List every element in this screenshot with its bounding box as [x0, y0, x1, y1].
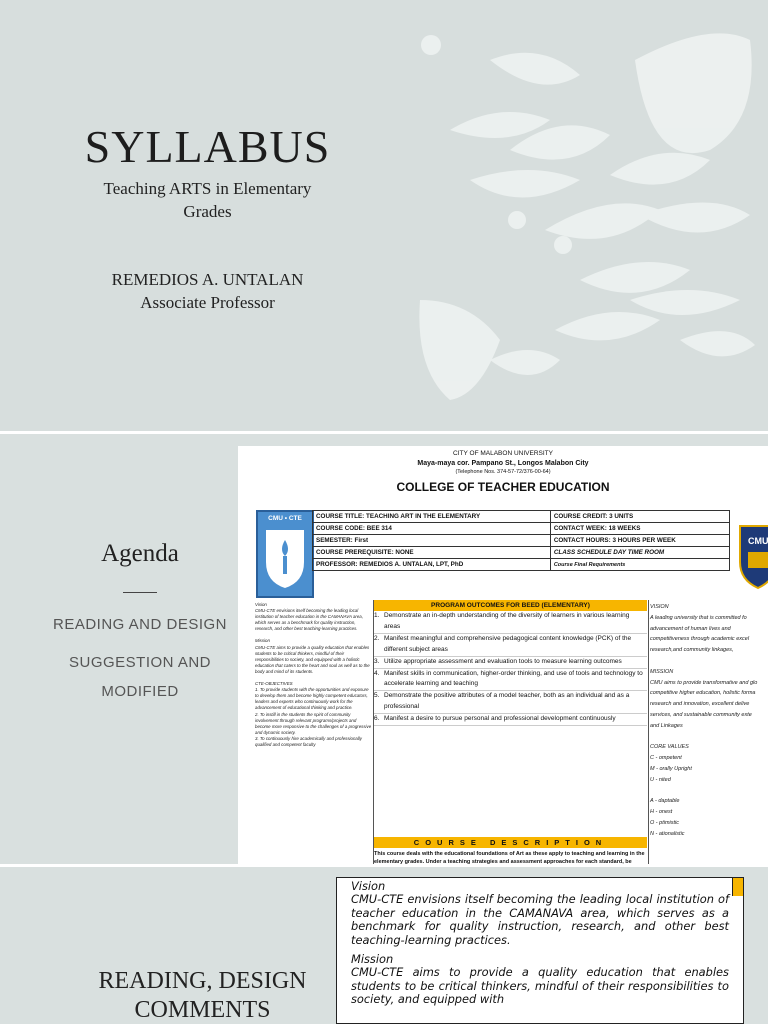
right-line: A - daptable — [650, 798, 680, 805]
objective-item: 3. To continuously hire academically and professionally qualified and competent faculty — [255, 735, 362, 747]
professor: PROFESSOR: REMEDIOS A. UNTALAN, LPT, PhD — [313, 559, 551, 571]
slide-subtitle: Teaching ARTS in Elementary Grades — [103, 179, 312, 221]
slide-title: SYLLABUS — [84, 121, 331, 172]
leaf-shape — [470, 170, 580, 198]
mission-label: Mission — [255, 638, 270, 644]
leaves-decoration — [410, 0, 768, 431]
right-line: A leading university that is committed fo — [650, 614, 747, 621]
agenda-slide[interactable] — [0, 434, 768, 864]
author-block — [60, 268, 355, 314]
leaf-shape — [545, 203, 660, 239]
outcome-text: Demonstrate the positive attributes of a model teacher, both as an individual and as a professional — [384, 692, 630, 711]
course-credit: COURSE CREDIT: 3 UNITS — [550, 511, 729, 523]
right-line: VISION — [650, 604, 669, 610]
agenda-item: SUGGESTION AND — [68, 654, 212, 671]
agenda-title: Agenda — [101, 540, 179, 567]
author-role: Associate Professor — [140, 293, 275, 312]
right-column-text — [650, 602, 768, 840]
course-requirements: Course Final Requirements — [550, 559, 729, 571]
outcome-text: Manifest meaningful and comprehensive pedagogical content knowledge (PCK) of the different subject areas — [384, 634, 632, 653]
vision-text: CMU-CTE envisions itself becoming the leading local institution of teacher education in the CAMANAVA area, which serves as a benchmark for quality instruction, research, and other best teaching-learning practices. — [351, 892, 729, 947]
university-seal-icon — [738, 522, 768, 590]
leaf-shape — [490, 350, 560, 375]
right-line: H - onest — [650, 809, 673, 816]
yellow-marker — [732, 878, 743, 896]
mission-text: CMU-CTE aims to provide a quality education that enables students to be critical thinkers, mindful of their responsibilities to society, and equipped with — [351, 965, 729, 1007]
right-line: competitive higher education, holistic forma — [650, 690, 756, 697]
outcomes-header: PROGRAM OUTCOMES FOR BEED (ELEMENTARY) — [374, 600, 647, 611]
program-outcomes — [374, 600, 647, 726]
right-line: N - ationalistic — [650, 830, 685, 837]
right-line: advancement of human lives and — [650, 625, 731, 632]
title-slide[interactable] — [0, 0, 768, 431]
leaf-shape — [419, 300, 500, 400]
cte-logo — [256, 510, 314, 598]
mission-text: CMU-CTE aims to provide a quality education that enables students to be critical thinkers, mindful of their responsibilities to society, and equipped with a holistic education that caters to the heart and soul as well as to the body and mind of its students. — [255, 644, 370, 674]
right-line: O - ptimistic — [650, 819, 680, 826]
agenda-item: MODIFIED — [101, 683, 179, 700]
right-line: research and innovation, excellent delive — [650, 701, 750, 708]
course-description-text: This course deals with the educational foundations of Art as these apply to teaching and learning in the elementary grades. Under a teaching strategies and assessment approaches for each standard, be — [374, 851, 645, 864]
objective-item: 2. To instill in the students the spirit of community involvement through relevant programs/projects and become more responsive to the challenges of a progressive and dynamic society. — [255, 711, 372, 735]
vision-text: CMU-CTE envisions itself becoming the leading local institution of teacher education in the CAMANAVA area, which serves as a benchmark for quality instruction, research, and other best teaching-learning practices. — [255, 608, 363, 632]
contact-week: CONTACT WEEK: 18 WEEKS — [550, 523, 729, 535]
leaf-shape — [640, 203, 750, 233]
leaf-shape — [630, 290, 740, 315]
outcome-item: 3. Utilize appropriate assessment and evaluation tools to measure learning outcomes — [374, 657, 647, 669]
leaf-shape — [635, 33, 752, 153]
vision-label: Vision — [255, 602, 267, 607]
agenda-divider — [123, 592, 157, 593]
objectives-label: CTE-OBJECTIVES — [255, 681, 293, 687]
decor-dot — [421, 35, 441, 55]
leaf-shape — [610, 153, 710, 185]
vision-mission-excerpt — [336, 877, 744, 1024]
right-line: and Linkages — [650, 722, 683, 729]
author-name: REMEDIOS A. UNTALAN — [111, 270, 304, 289]
outcome-text: Demonstrate an in-depth understanding of the diversity of learners in various learning areas — [384, 612, 630, 630]
agenda-item: READING AND DESIGN — [52, 616, 228, 633]
university-telephone: (Telephone Nos. 374-57-72/376-00-64) — [455, 469, 551, 475]
college-name: COLLEGE OF TEACHER EDUCATION — [396, 480, 610, 494]
outcome-text: Manifest a desire to pursue personal and professional development continuously — [384, 715, 616, 723]
right-line: M - orally Upright — [650, 765, 692, 772]
course-info-table — [312, 510, 730, 571]
reading-design-slide[interactable] — [0, 867, 768, 1024]
class-schedule: CLASS SCHEDULE DAY TIME ROOM — [550, 547, 729, 559]
semester: SEMESTER: First — [313, 535, 551, 547]
course-code: COURSE CODE: BEE 314 — [313, 523, 551, 535]
right-line: CMU aims to provide transformative and glo — [650, 679, 758, 686]
right-line: MISSION — [650, 668, 674, 675]
column-divider — [648, 600, 649, 864]
torch-icon — [258, 522, 312, 592]
leaf-shape — [555, 312, 660, 340]
university-name: CITY OF MALABON UNIVERSITY — [453, 450, 553, 457]
right-line: C - ompetent — [650, 755, 682, 762]
right-line: services, and sustainable community exte — [650, 711, 752, 718]
contact-hours: CONTACT HOURS: 3 HOURS PER WEEK — [550, 535, 729, 547]
course-title: COURSE TITLE: TEACHING ART IN THE ELEMENTARY — [313, 511, 551, 523]
course-description-header: COURSE DESCRIPTION — [374, 837, 647, 848]
right-line: U - nited — [650, 776, 671, 783]
cte-logo-text: CMU • CTE — [268, 515, 302, 522]
outcome-item: 4. Manifest skills in communication, higher-order thinking, and use of tools and technology to accelerate learning and teaching — [374, 669, 647, 692]
outcome-item: 1. Demonstrate an in-depth understanding of the diversity of learners in various learning areas — [374, 611, 647, 634]
decor-dot — [554, 236, 572, 254]
course-prerequisite: COURSE PREREQUISITE: NONE — [313, 547, 551, 559]
decor-dot — [508, 211, 526, 229]
leaf-shape — [680, 331, 755, 356]
outcome-item: 2. Manifest meaningful and comprehensive pedagogical content knowledge (PCK) of the different subject areas — [374, 634, 647, 657]
right-line: research,and community linkages, — [650, 647, 734, 654]
leaf-shape — [490, 53, 580, 85]
outcome-text: Utilize appropriate assessment and evaluation tools to measure learning outcomes — [384, 657, 622, 665]
document-header — [238, 450, 768, 494]
syllabus-document-image — [238, 446, 768, 864]
leaf-shape — [580, 262, 690, 293]
left-column-text — [255, 602, 373, 748]
seal-text: CMU — [748, 536, 768, 546]
objective-item: 1. To provide students with the opportunities and exposure to develop them and become highly competent educators, leaders and experts who continuously work for the advancement of educational thinking and practice. — [255, 687, 369, 711]
outcome-item: 5. Demonstrate the positive attributes of a model teacher, both as an individual and as a professional — [374, 691, 647, 714]
outcome-item: 6. Manifest a desire to pursue personal and professional development continuously — [374, 714, 647, 726]
university-address: Maya-maya cor. Pampano St., Longos Malabon City — [417, 460, 589, 467]
right-line: CORE VALUES — [650, 744, 689, 751]
vision-label: Vision — [351, 879, 386, 893]
right-line: competitiveness through academic excel — [650, 636, 750, 643]
slide-title: READING, DESIGN COMMENTS — [98, 968, 307, 1023]
outcome-text: Manifest skills in communication, higher-order thinking, and use of tools and technology to accelerate learning and teaching — [384, 669, 643, 688]
mission-label: Mission — [351, 952, 394, 967]
